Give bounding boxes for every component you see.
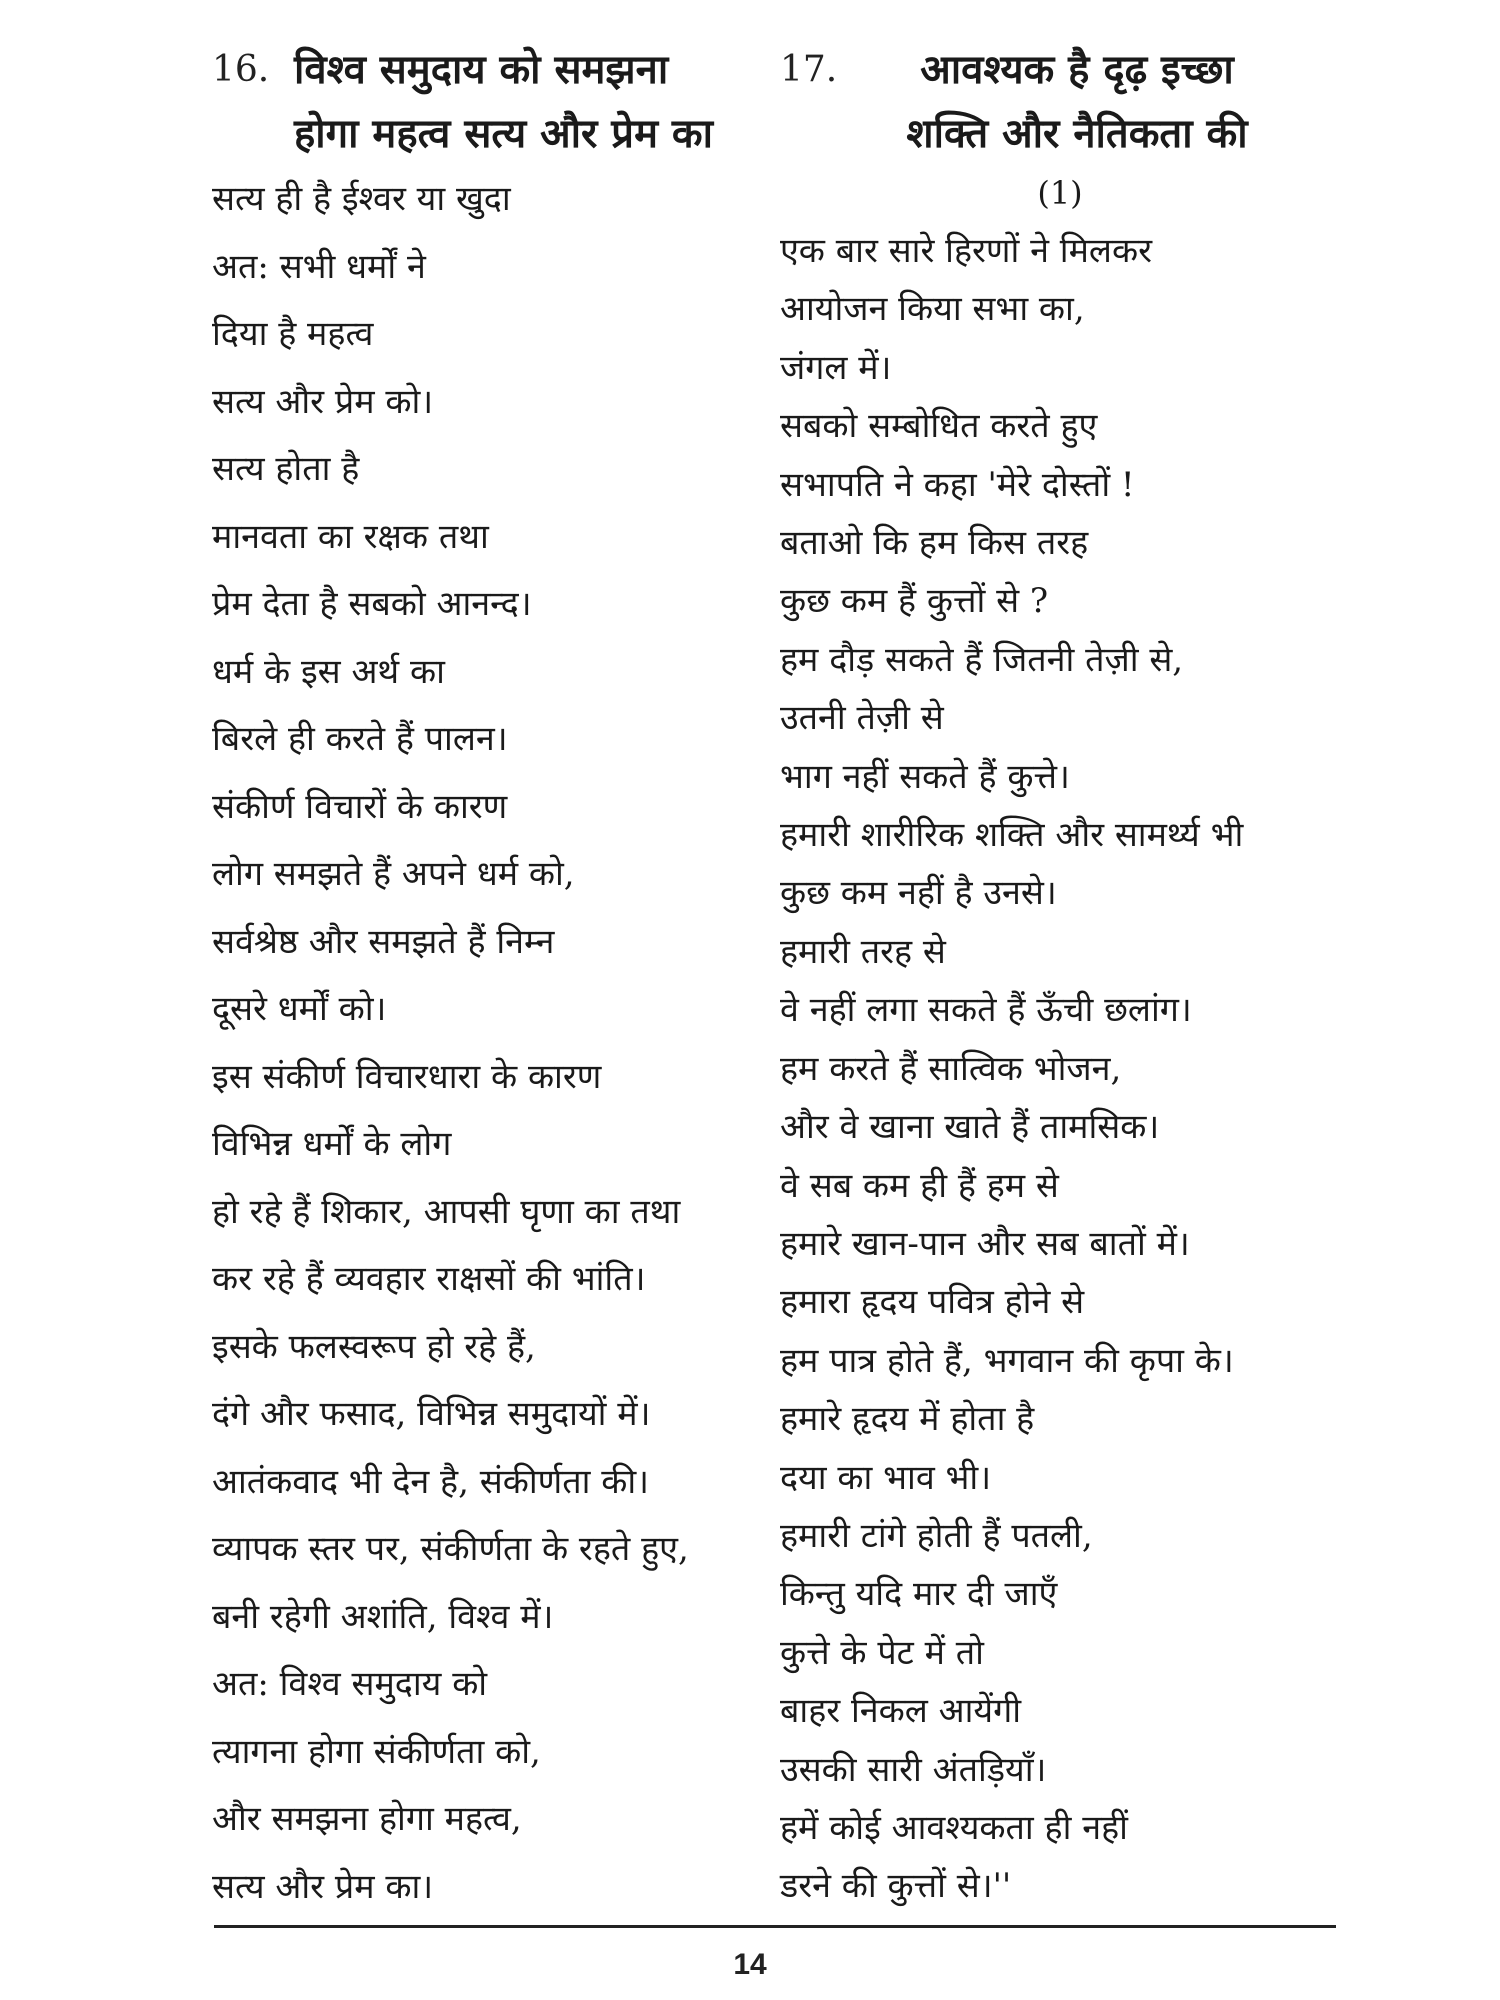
verse-line: हमारा हृदय पवित्र होने से <box>780 1282 1085 1323</box>
verse-line: सबको सम्बोधित करते हुए <box>780 406 1098 447</box>
verse-line: कुछ कम हैं कुत्तों से ? <box>780 581 1049 622</box>
verse-line: हम दौड़ सकते हैं जितनी तेज़ी से, <box>780 639 1184 680</box>
verse-line: लोग समझते हैं अपने धर्म को, <box>212 854 575 894</box>
verse-line: डरने की कुत्तों से।'' <box>780 1866 1012 1907</box>
verse-line: बाहर निकल आयेंगी <box>780 1691 1022 1732</box>
poem-16-title <box>294 38 713 166</box>
footer-rule <box>214 1925 1336 1928</box>
verse-line: कुछ कम नहीं है उनसे। <box>780 873 1057 914</box>
verse-line: सभापति ने कहा 'मेरे दोस्तों ! <box>780 464 1135 505</box>
verse-line: हमें कोई आवश्यकता ही नहीं <box>780 1807 1128 1848</box>
poem-17-part-number: (1) <box>1037 174 1083 212</box>
verse-line: हम करते हैं सात्विक भोजन, <box>780 1048 1122 1089</box>
verse-line: कर रहे हैं व्यवहार राक्षसों की भांति। <box>212 1259 646 1299</box>
verse-line: और समझना होगा महत्व, <box>212 1799 522 1839</box>
verse-line: आतंकवाद भी देन है, संकीर्णता की। <box>212 1461 650 1502</box>
verse-line: हो रहे हैं शिकार, आपसी घृणा का तथा <box>212 1191 681 1232</box>
poem-16-body <box>212 166 772 1921</box>
verse-line: धर्म के इस अर्थ का <box>212 651 445 692</box>
verse-line: दिया है महत्व <box>212 314 374 354</box>
verse-line: किन्तु यदि मार दी जाएँ <box>780 1574 1058 1615</box>
verse-line: और वे खाना खाते हैं तामसिक। <box>780 1107 1160 1148</box>
verse-line: आयोजन किया सभा का, <box>780 289 1085 330</box>
verse-line: इसके फलस्वरूप हो रहे हैं, <box>212 1326 536 1367</box>
verse-line: सत्य होता है <box>212 449 360 489</box>
poem-16-title-line: विश्व समुदाय को समझना <box>294 46 669 93</box>
verse-line: दूसरे धर्मों को। <box>212 989 387 1029</box>
verse-line: अत: सभी धर्मों ने <box>212 246 426 287</box>
verse-line: सत्य ही है ईश्वर या खुदा <box>212 179 511 219</box>
poem-17-title-line: आवश्यक है दृढ़ इच्छा <box>920 46 1234 93</box>
verse-line: हमारी तरह से <box>780 931 946 972</box>
verse-line: त्यागना होगा संकीर्णता को, <box>212 1731 541 1772</box>
poem-16 <box>212 38 772 1921</box>
verse-line: अत: विश्व समुदाय को <box>212 1664 488 1704</box>
verse-line: कुत्ते के पेट में तो <box>780 1632 984 1673</box>
verse-line: सत्य और प्रेम का। <box>212 1866 434 1907</box>
verse-line: हमारी शारीरिक शक्ति और सामर्थ्य भी <box>780 815 1244 856</box>
verse-line: दंगे और फसाद, विभिन्न समुदायों में। <box>212 1394 651 1434</box>
verse-line: सर्वश्रेष्ठ और समझते हैं निम्न <box>212 921 555 962</box>
verse-line: हमारे हृदय में होता है <box>780 1399 1035 1440</box>
verse-line: बिरले ही करते हैं पालन। <box>212 719 508 759</box>
poem-17-title <box>862 38 1292 166</box>
poem-17-heading <box>780 38 1340 166</box>
poem-16-heading <box>212 38 772 166</box>
verse-line: हमारी टांगे होती हैं पतली, <box>780 1515 1093 1556</box>
poem-17-title-line: शक्ति और नैतिकता की <box>906 110 1248 157</box>
verse-line: संकीर्ण विचारों के कारण <box>212 786 508 827</box>
verse-line: भाग नहीं सकते हैं कुत्ते। <box>780 756 1070 797</box>
verse-line: इस संकीर्ण विचारधारा के कारण <box>212 1056 602 1097</box>
verse-line: उसकी सारी अंतड़ियाँ। <box>780 1749 1047 1790</box>
page-number: 14 <box>733 1948 767 1981</box>
poem-17-number: 17. <box>780 49 838 90</box>
poem-17 <box>780 38 1340 1916</box>
verse-line: बताओ कि हम किस तरह <box>780 523 1089 564</box>
verse-line: हम पात्र होते हैं, भगवान की कृपा के। <box>780 1340 1234 1381</box>
verse-line: हमारे खान-पान और सब बातों में। <box>780 1223 1190 1264</box>
verse-line: व्यापक स्तर पर, संकीर्णता के रहते हुए, <box>212 1529 689 1569</box>
verse-line: प्रेम देता है सबको आनन्द। <box>212 584 532 624</box>
verse-line: वे सब कम ही हैं हम से <box>780 1165 1059 1206</box>
poem-16-title-line: होगा महत्व सत्य और प्रेम का <box>294 110 713 157</box>
verse-line: बनी रहेगी अशांति, विश्व में। <box>212 1596 554 1637</box>
verse-line: जंगल में। <box>780 347 892 388</box>
verse-line: सत्य और प्रेम को। <box>212 381 434 422</box>
poem-17-body <box>780 222 1340 1916</box>
verse-line: दया का भाव भी। <box>780 1457 992 1498</box>
verse-line: एक बार सारे हिरणों ने मिलकर <box>780 231 1153 271</box>
poem-16-number: 16. <box>212 49 270 90</box>
verse-line: उतनी तेज़ी से <box>780 698 944 739</box>
verse-line: विभिन्न धर्मों के लोग <box>212 1124 452 1164</box>
verse-line: वे नहीं लगा सकते हैं ऊँची छलांग। <box>780 990 1192 1031</box>
verse-line: मानवता का रक्षक तथा <box>212 516 489 557</box>
